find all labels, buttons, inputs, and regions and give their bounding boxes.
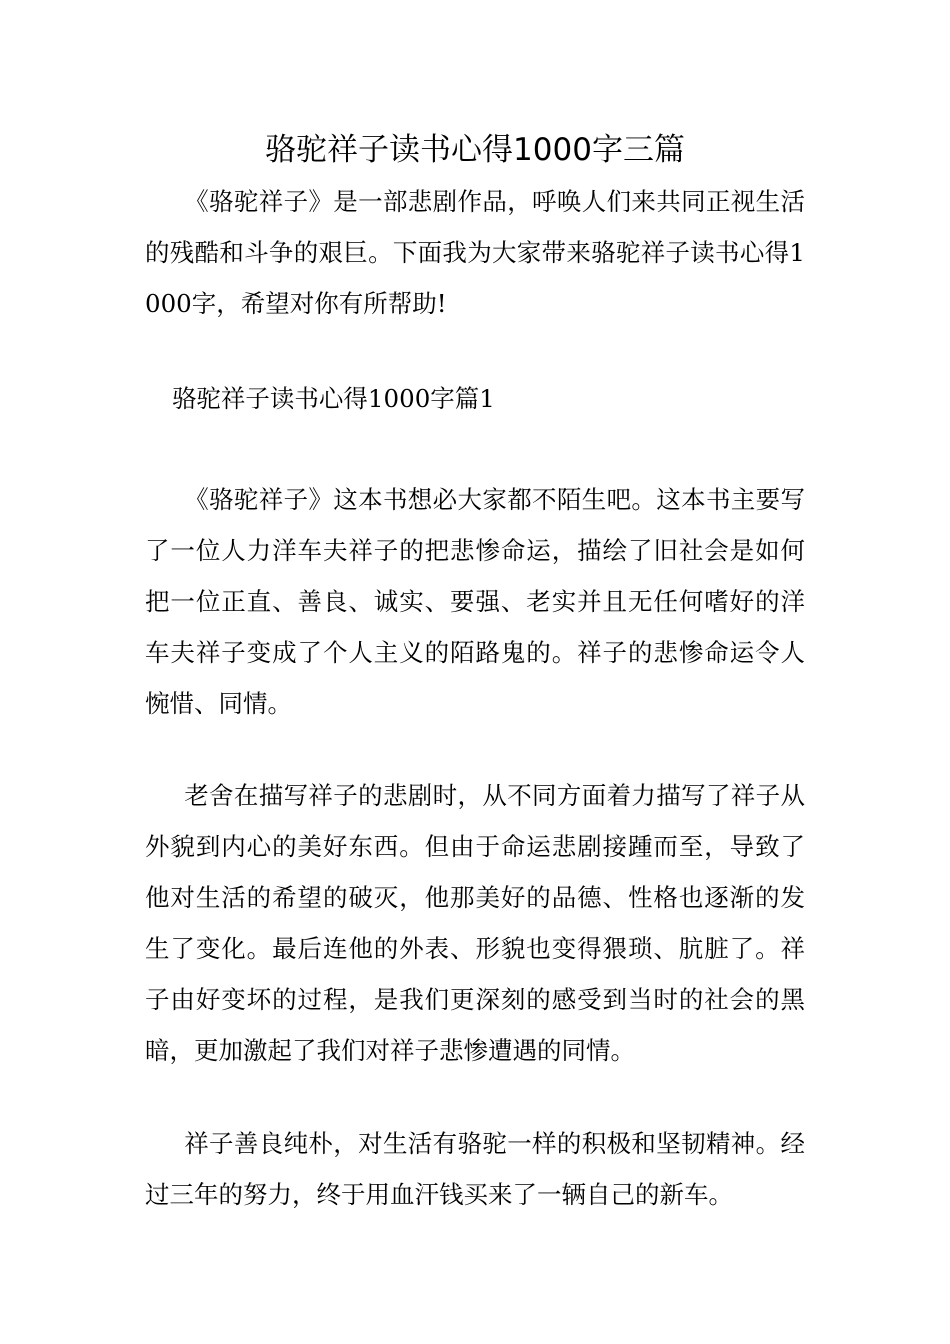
intro-paragraph: 《骆驼祥子》是一部悲剧作品，呼唤人们来共同正视生活的残酷和斗争的艰巨。下面我为大家带来骆驼祥子读书心得1000字，希望对你有所帮助!: [145, 187, 805, 318]
section-heading: 骆驼祥子读书心得1000字篇1: [171, 384, 495, 413]
body-paragraph-2: 老舍在描写祥子的悲剧时，从不同方面着力描写了祥子从外貌到内心的美好东西。但由于命运悲剧接踵而至，导致了他对生活的希望的破灭，他那美好的品德、性格也逐渐的发生了变化。最后连他的外表、形貌也变得猥琐、肮脏了。祥子由好变坏的过程，是我们更深刻的感受到当时的社会的黑暗，更加激起了我们对祥子悲惨遭遇的同情。: [145, 781, 805, 1065]
body-paragraph-3: 祥子善良纯朴，对生活有骆驼一样的积极和坚韧精神。经过三年的努力，终于用血汗钱买来了一辆自己的新车。: [145, 1129, 805, 1209]
document-title: 骆驼祥子读书心得1000字三篇: [265, 132, 685, 168]
body-paragraph-1: 《骆驼祥子》这本书想必大家都不陌生吧。这本书主要写了一位人力洋车夫祥子的把悲惨命运，描绘了旧社会是如何把一位正直、善良、诚实、要强、老实并且无任何嗜好的洋车夫祥子变成了个人主义的陌路鬼的。祥子的悲惨命运令人惋惜、同情。: [145, 485, 805, 718]
